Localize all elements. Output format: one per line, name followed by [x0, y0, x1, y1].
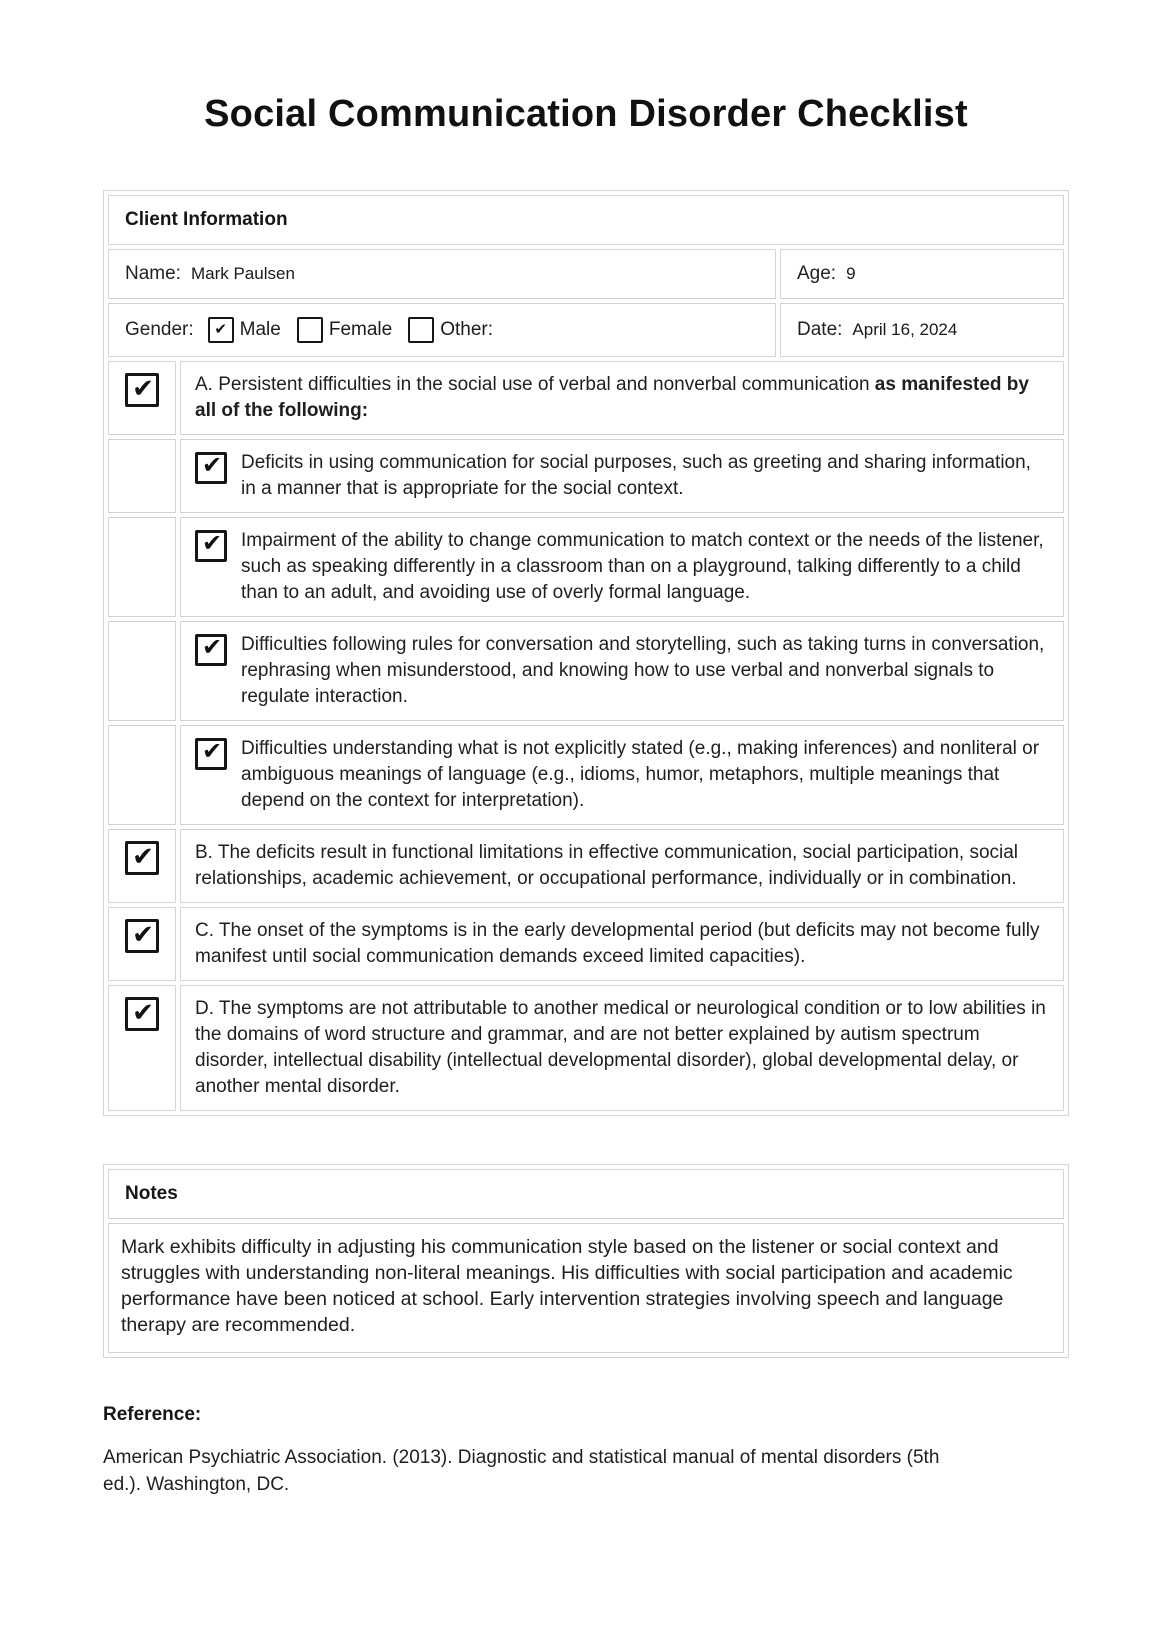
empty-checkbox-cell [108, 725, 176, 825]
gender-other-label: Other: [440, 319, 494, 340]
gender-female-label: Female [328, 319, 393, 340]
gender-other-checkbox[interactable] [408, 317, 434, 343]
criterion-b-text: B. The deficits result in functional limitations in effective communication, social participation, social relationships, academic achievement, or occupational performance, individually or in combination. [180, 829, 1064, 903]
name-field-cell [108, 249, 776, 299]
name-value[interactable]: Mark Paulsen [190, 264, 295, 283]
criterion-d-text: D. The symptoms are not attributable to another medical or neurological condition or to low abilities in the domains of word structure and grammar, and are not better explained by autism spectrum disorder, intellectual disability (intellectual developmental disorder), global developmental delay, or another mental disorder. [180, 985, 1064, 1111]
criterion-a-row [108, 361, 1064, 435]
check-icon: ✔ [132, 997, 154, 1027]
criterion-c-text: C. The onset of the symptoms is in the early developmental period (but deficits may not become fully manifest until social communication demands exceed limited capacities). [180, 907, 1064, 981]
criterion-b-checkbox-cell [108, 829, 176, 903]
criterion-a-sub-1-row [108, 439, 1064, 513]
criterion-a-text-bold: as manifested by all of the following: [195, 374, 1029, 421]
criterion-a-sub-2-cell [180, 517, 1064, 617]
notes-text[interactable]: Mark exhibits difficulty in adjusting his communication style based on the listener or social context and struggles with understanding non-literal meanings. His difficulties with social participation and academic performance have been noticed at school. Early intervention strategies involving speech and language therapy are recommended. [108, 1223, 1064, 1353]
criterion-a-sub-3-text: Difficulties following rules for conversation and storytelling, such as taking turns in conversation, rephrasing when misunderstood, and knowing how to use verbal and nonverbal signals to regulate interaction. [241, 634, 1045, 707]
criterion-a-sub-1-checkbox[interactable] [195, 452, 227, 484]
criterion-d-checkbox[interactable] [125, 997, 159, 1031]
criterion-d-checkbox-cell [108, 985, 176, 1111]
criterion-a-sub-4-cell [180, 725, 1064, 825]
check-icon: ✔ [201, 738, 223, 765]
age-label: Age: [797, 263, 837, 284]
criterion-a-checkbox-cell [108, 361, 176, 435]
empty-checkbox-cell [108, 517, 176, 617]
client-info-section-title: Client Information [108, 195, 1064, 245]
criterion-a-sub-1-cell [180, 439, 1064, 513]
criterion-c-checkbox[interactable] [125, 919, 159, 953]
client-info-header-row [108, 195, 1064, 245]
criterion-b-row [108, 829, 1064, 903]
date-field-cell [780, 303, 1064, 357]
criterion-a-sub-3-checkbox[interactable] [195, 634, 227, 666]
check-icon: ✔ [132, 373, 154, 403]
reference-text: American Psychiatric Association. (2013). Diagnostic and statistical manual of mental disorders (5th ed.). Washington, DC. [103, 1447, 940, 1495]
gender-label: Gender: [125, 319, 194, 340]
criterion-a-sub-4-text: Difficulties understanding what is not explicitly stated (e.g., making inferences) and nonliteral or ambiguous meanings of language (e.g., idioms, humor, metaphors, multiple meanings that depend on the context for interpretation). [241, 738, 1040, 811]
criterion-a-sub-4-row [108, 725, 1064, 825]
notes-header-row [108, 1169, 1064, 1219]
empty-checkbox-cell [108, 621, 176, 721]
criterion-a-checkbox[interactable] [125, 373, 159, 407]
criterion-a-sub-1-text: Deficits in using communication for social purposes, such as greeting and sharing information, in a manner that is appropriate for the social context. [241, 452, 1031, 499]
date-value[interactable]: April 16, 2024 [852, 320, 958, 339]
criterion-a-sub-2-row [108, 517, 1064, 617]
check-icon: ✔ [201, 634, 223, 661]
criterion-a-sub-2-checkbox[interactable] [195, 530, 227, 562]
document-content [103, 0, 1069, 1498]
check-icon: ✔ [132, 919, 154, 949]
criterion-c-row [108, 907, 1064, 981]
notes-content-row [108, 1223, 1064, 1353]
criterion-c-checkbox-cell [108, 907, 176, 981]
gender-male-checkbox[interactable] [208, 317, 234, 343]
gender-date-row [108, 303, 1064, 357]
page-title: Social Communication Disorder Checklist [204, 93, 968, 135]
criterion-a-text-regular: A. Persistent difficulties in the social use of verbal and nonverbal communication [195, 374, 875, 395]
criterion-b-checkbox[interactable] [125, 841, 159, 875]
criterion-d-row [108, 985, 1064, 1111]
reference-heading: Reference: [103, 1404, 202, 1425]
notes-section [103, 1164, 1069, 1358]
age-value[interactable]: 9 [846, 264, 856, 283]
check-icon: ✔ [201, 452, 223, 479]
notes-section-title: Notes [108, 1169, 1064, 1219]
check-icon: ✔ [201, 530, 223, 557]
gender-female-checkbox[interactable] [297, 317, 323, 343]
date-label: Date: [797, 319, 843, 340]
criterion-a-sub-3-cell [180, 621, 1064, 721]
check-icon: ✔ [132, 841, 154, 871]
criterion-a-sub-4-checkbox[interactable] [195, 738, 227, 770]
empty-checkbox-cell [108, 439, 176, 513]
criterion-a-sub-2-text: Impairment of the ability to change communication to match context or the needs of the listener, such as speaking differently in a classroom than on a playground, talking differently to a child than to an adult, and avoiding use of overly formal language. [241, 530, 1044, 603]
gender-field-cell [108, 303, 776, 357]
criterion-a-text [180, 361, 1064, 435]
name-label: Name: [125, 263, 181, 284]
name-age-row [108, 249, 1064, 299]
criterion-a-sub-3-row [108, 621, 1064, 721]
gender-male-label: Male [239, 319, 281, 340]
gender-options [125, 317, 493, 343]
client-info-and-checklist-table [103, 190, 1069, 1116]
check-icon: ✔ [214, 320, 227, 338]
age-field-cell [780, 249, 1064, 299]
